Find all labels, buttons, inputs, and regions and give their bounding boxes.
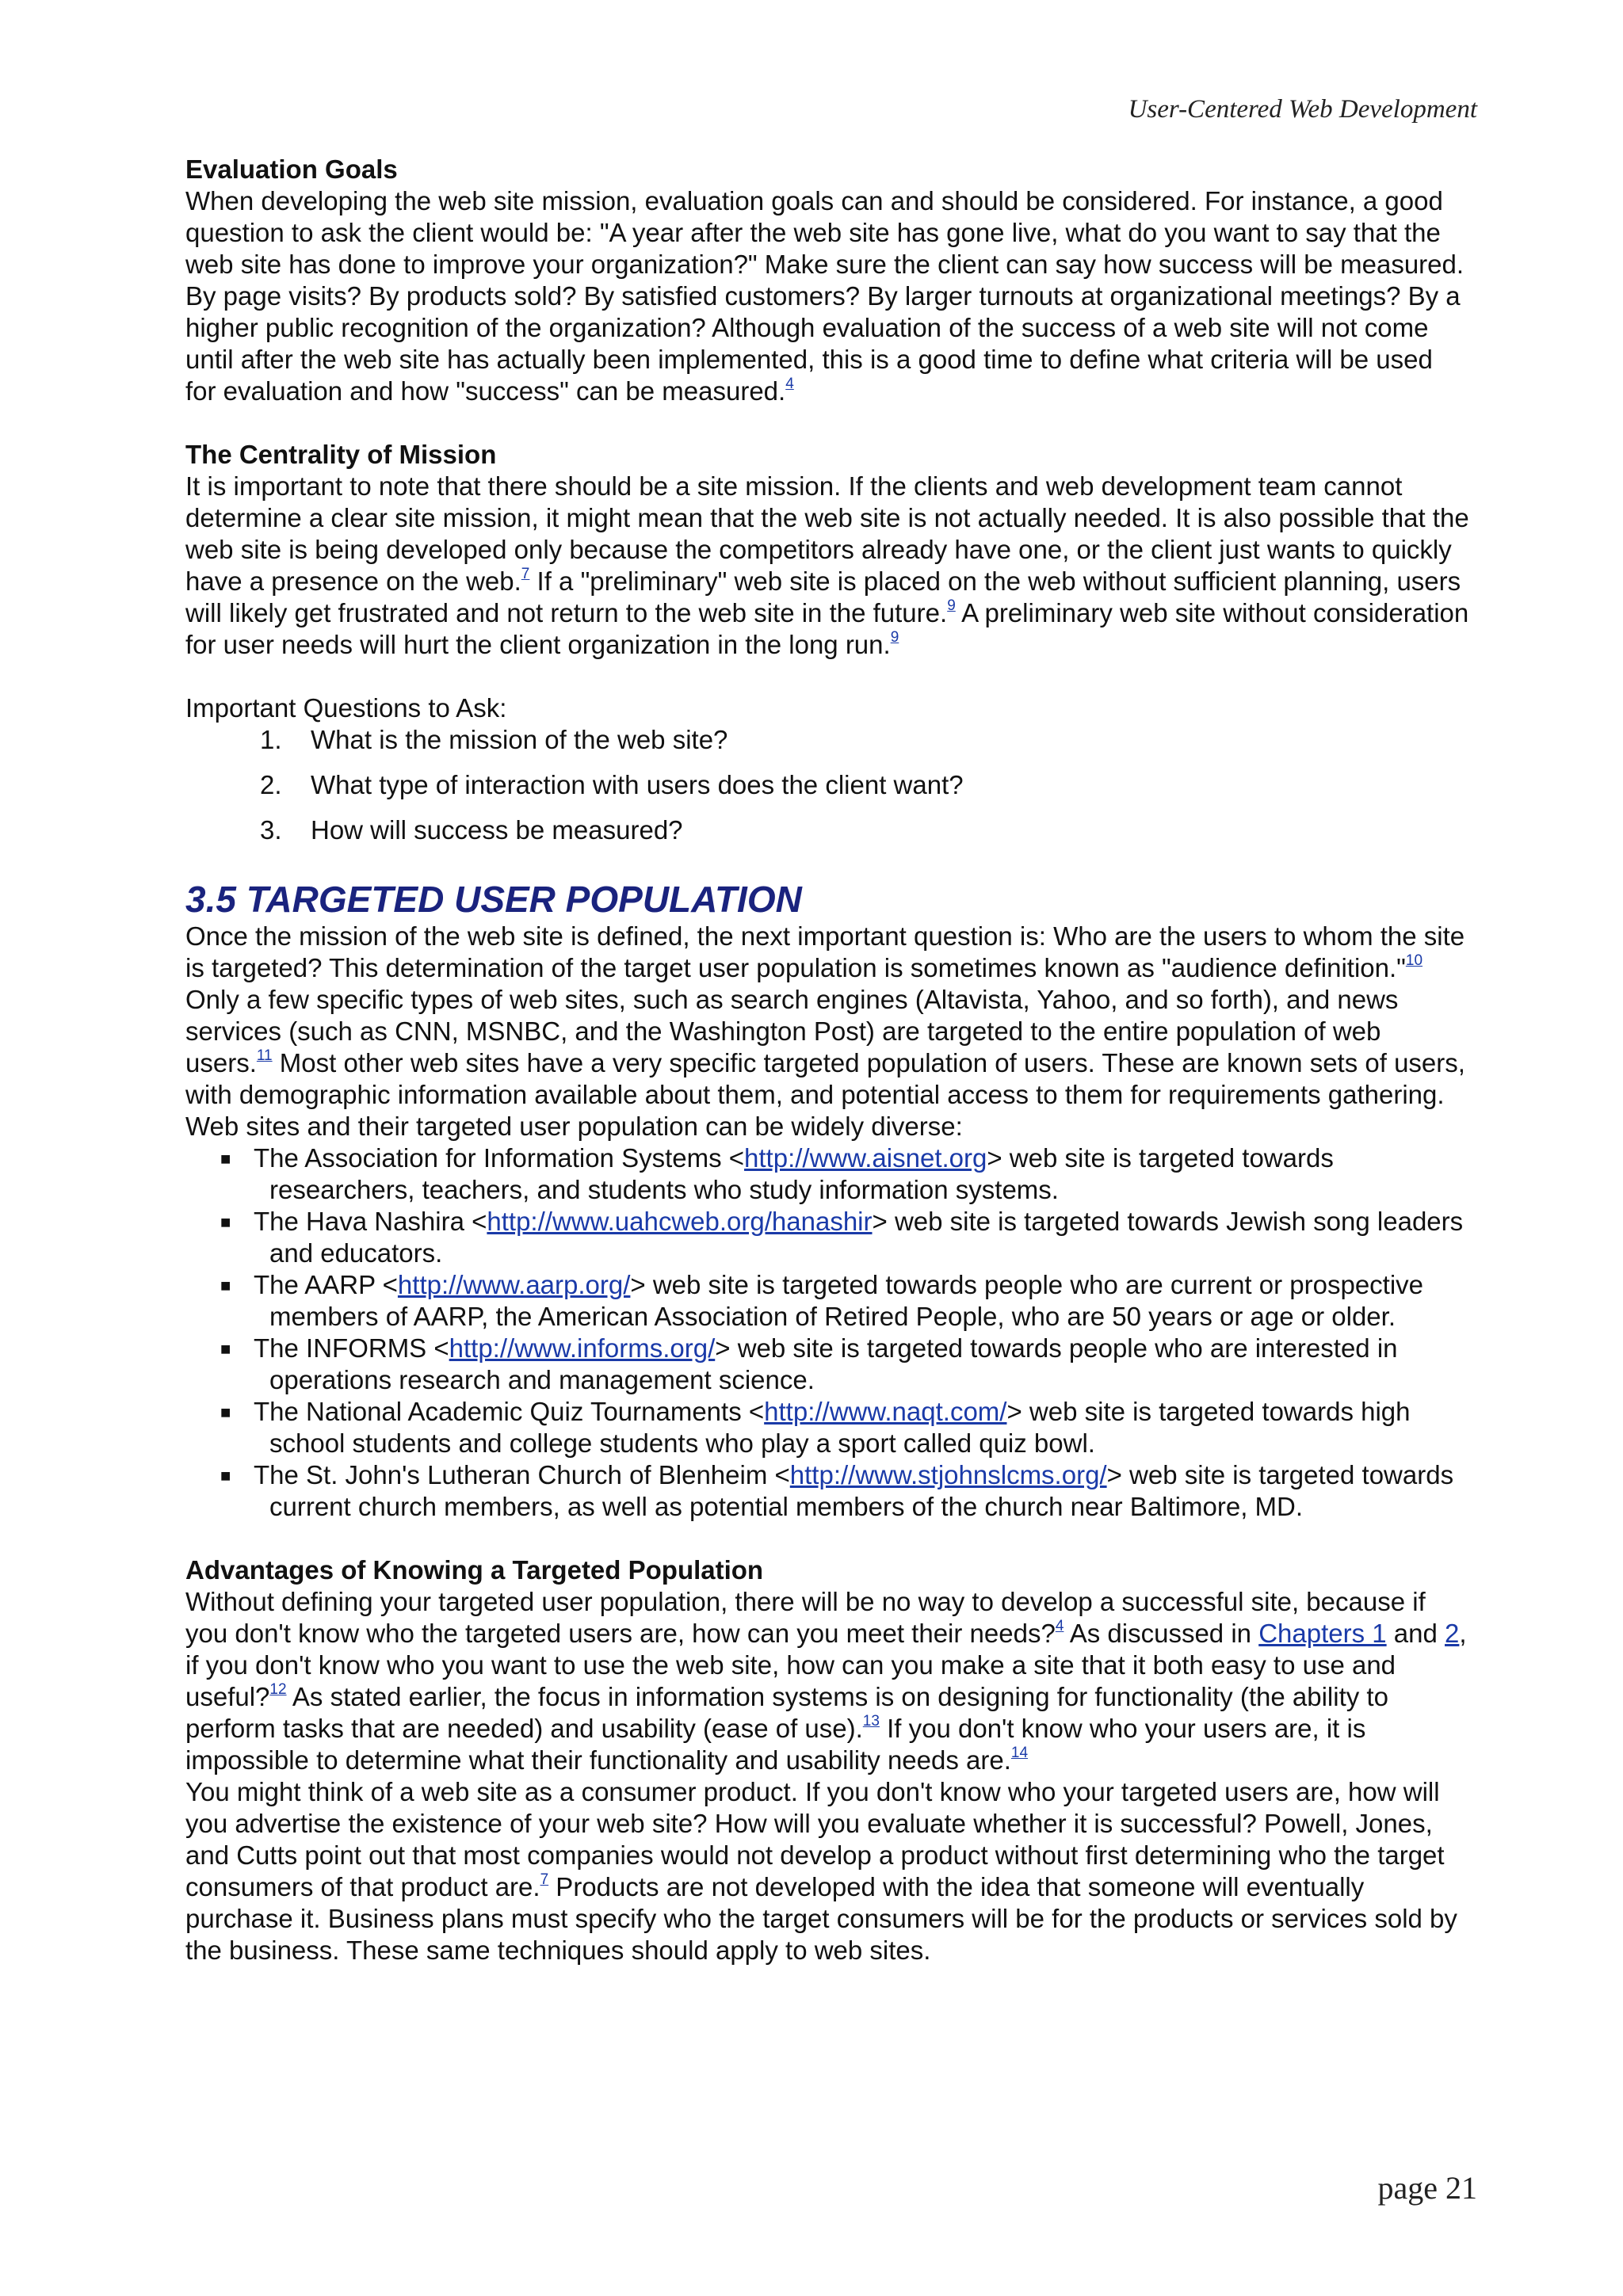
text: Most other web sites have a very specific targeted population of users. These are known sets of users, with demographic information available about them, and potential access to them for requirements gathering. Web sites and their targeted user population can be widely diverse: [185,1048,1465,1141]
chapter-2-link[interactable]: 2 [1445,1619,1460,1648]
list-item [185,1269,1469,1333]
site-link[interactable]: http://www.aarp.org/ [397,1270,631,1299]
page-content [185,154,1469,1966]
text: > web site is targeted towards Jewish song leaders and educators. [269,1207,1464,1268]
square-bullet-icon: ■ [220,1402,231,1422]
footnote-link[interactable]: 7 [521,566,530,582]
square-bullet-icon: ■ [220,1276,231,1295]
site-link[interactable]: http://www.aisnet.org [744,1143,987,1173]
footnote-link[interactable]: 7 [540,1871,549,1888]
text: As discussed in [1064,1619,1259,1648]
questions-list [185,724,1469,846]
list-number: 2. [260,770,282,799]
square-bullet-icon: ■ [220,1212,231,1232]
text: > web site is targeted towards researchers, teachers, and students who study information systems. [269,1143,1334,1204]
text: The INFORMS < [254,1333,449,1363]
text: It is important to note that there should be a site mission. If the clients and web development team cannot determine a clear site mission, it might mean that the web site is not actually needed. It is also possible that the web site is being developed only because the competitors already have one, or the client just wants to quickly have a presence on the web. [185,471,1469,596]
list-text: What type of interaction with users does the client want? [311,770,964,799]
footnote-link[interactable]: 4 [785,376,794,392]
text: > web site is targeted towards current church members, as well as potential members of the church near Baltimore, MD. [269,1460,1454,1521]
page-number: page 21 [1377,2170,1477,2206]
site-link[interactable]: http://www.uahcweb.org/hanashir [487,1207,873,1236]
list-item [185,724,1469,756]
site-link[interactable]: http://www.stjohnslcms.org/ [789,1460,1107,1489]
list-item [185,814,1469,846]
text: The Hava Nashira < [254,1207,487,1236]
paragraph-centrality [185,471,1469,661]
list-number: 3. [260,815,282,845]
text: Without defining your targeted user population, there will be no way to develop a successful site, because if you don't know who the targeted users are, how can you meet their needs? [185,1587,1426,1648]
footnote-link[interactable]: 11 [256,1047,273,1064]
list-item [185,1142,1469,1206]
text: > web site is targeted towards people who are current or prospective members of AARP, the American Association of Retired People, who are 50 years or age or older. [269,1270,1424,1331]
questions-intro: Important Questions to Ask: [185,693,507,723]
heading-centrality-of-mission: The Centrality of Mission [185,440,497,469]
footnote-link[interactable]: 4 [1055,1618,1064,1634]
text: If a "preliminary" web site is placed on the web without sufficient planning, users will likely get frustrated and not return to the web site in the future. [185,566,1461,627]
text: As stated earlier, the focus in information systems is on designing for functionality (the ability to perform tasks that are needed) and usability (ease of use). [185,1682,1388,1743]
list-text: What is the mission of the web site? [311,725,728,754]
paragraph-consumer-product [185,1776,1469,1966]
text: The St. John's Lutheran Church of Blenheim < [254,1460,790,1489]
list-item [185,769,1469,801]
text: You might think of a web site as a consumer product. If you don't know who your targeted users are, how will you advertise the existence of your web site? How will you evaluate whether it is successful? Powell, Jones, and Cutts point out that most companies would not develop a product without first determining who the target consumers of that product are. [185,1777,1445,1901]
paragraph-advantages [185,1586,1469,1776]
text: Only a few specific types of web sites, such as search engines (Altavista, Yahoo, and so forth), and news services (such as CNN, MSNBC, and the Washington Post) are targeted to the entire population of web users. [185,985,1399,1077]
section-title: 3.5 TARGETED USER POPULATION [185,879,802,920]
footnote-link[interactable]: 9 [890,629,899,646]
footnote-link[interactable]: 9 [947,597,956,614]
list-text: How will success be measured? [311,815,683,845]
square-bullet-icon: ■ [220,1339,231,1359]
text: The AARP < [254,1270,398,1299]
text: If you don't know who your users are, it is impossible to determine what their functionality and usability needs are. [185,1714,1366,1775]
running-header: User-Centered Web Development [1128,95,1477,124]
list-item [185,1396,1469,1459]
footnote-link[interactable]: 13 [862,1713,880,1730]
text: and [1386,1619,1445,1648]
text: The Association for Information Systems < [254,1143,745,1173]
footnote-link[interactable]: 14 [1010,1745,1029,1761]
list-item [185,1206,1469,1269]
text: The National Academic Quiz Tournaments < [254,1397,765,1426]
heading-evaluation-goals: Evaluation Goals [185,154,398,184]
paragraph-evaluation-goals [185,185,1469,407]
text: Products are not developed with the idea that someone will eventually purchase it. Business plans must specify who the target consumers will be for the products or services sold by the business. These same techniques should apply to web sites. [185,1872,1457,1965]
text: A preliminary web site without consideration for user needs will hurt the client organization in the long run. [185,598,1469,659]
paragraph-targeted-population [185,921,1469,1142]
site-examples-list [185,1142,1469,1523]
chapters-1-link[interactable]: Chapters 1 [1258,1619,1387,1648]
list-item [185,1459,1469,1523]
text: > web site is targeted towards high school students and college students who play a sport called quiz bowl. [269,1397,1411,1458]
list-number: 1. [260,725,282,754]
text: > web site is targeted towards people who are interested in operations research and management science. [269,1333,1398,1394]
site-link[interactable]: http://www.informs.org/ [449,1333,716,1363]
text: When developing the web site mission, evaluation goals can and should be considered. For instance, a good question to ask the client would be: "A year after the web site has gone live, what do you want to say that the web site has done to improve your organization?" Make sure the client can say how success will be measured. By page visits? By products sold? By satisfied customers? By larger turnouts at organizational meetings? By a higher public recognition of the organization? Although evaluation of the success of a web site will not come until after the web site has actually been implemented, this is a good time to define what criteria will be used for evaluation and how "success" can be measured. [185,186,1465,406]
text: , if you don't know who you want to use the web site, how can you make a site that it both easy to use and useful? [185,1619,1467,1711]
square-bullet-icon: ■ [220,1466,231,1486]
site-link[interactable]: http://www.naqt.com/ [764,1397,1007,1426]
text: Once the mission of the web site is defined, the next important question is: Who are the users to whom the site is targeted? This determination of the target user population is sometimes known as "audience definition." [185,921,1465,982]
footnote-link[interactable]: 12 [269,1681,287,1698]
heading-advantages: Advantages of Knowing a Targeted Population [185,1555,764,1585]
list-item [185,1333,1469,1396]
square-bullet-icon: ■ [220,1149,231,1169]
footnote-link[interactable]: 10 [1405,952,1423,969]
